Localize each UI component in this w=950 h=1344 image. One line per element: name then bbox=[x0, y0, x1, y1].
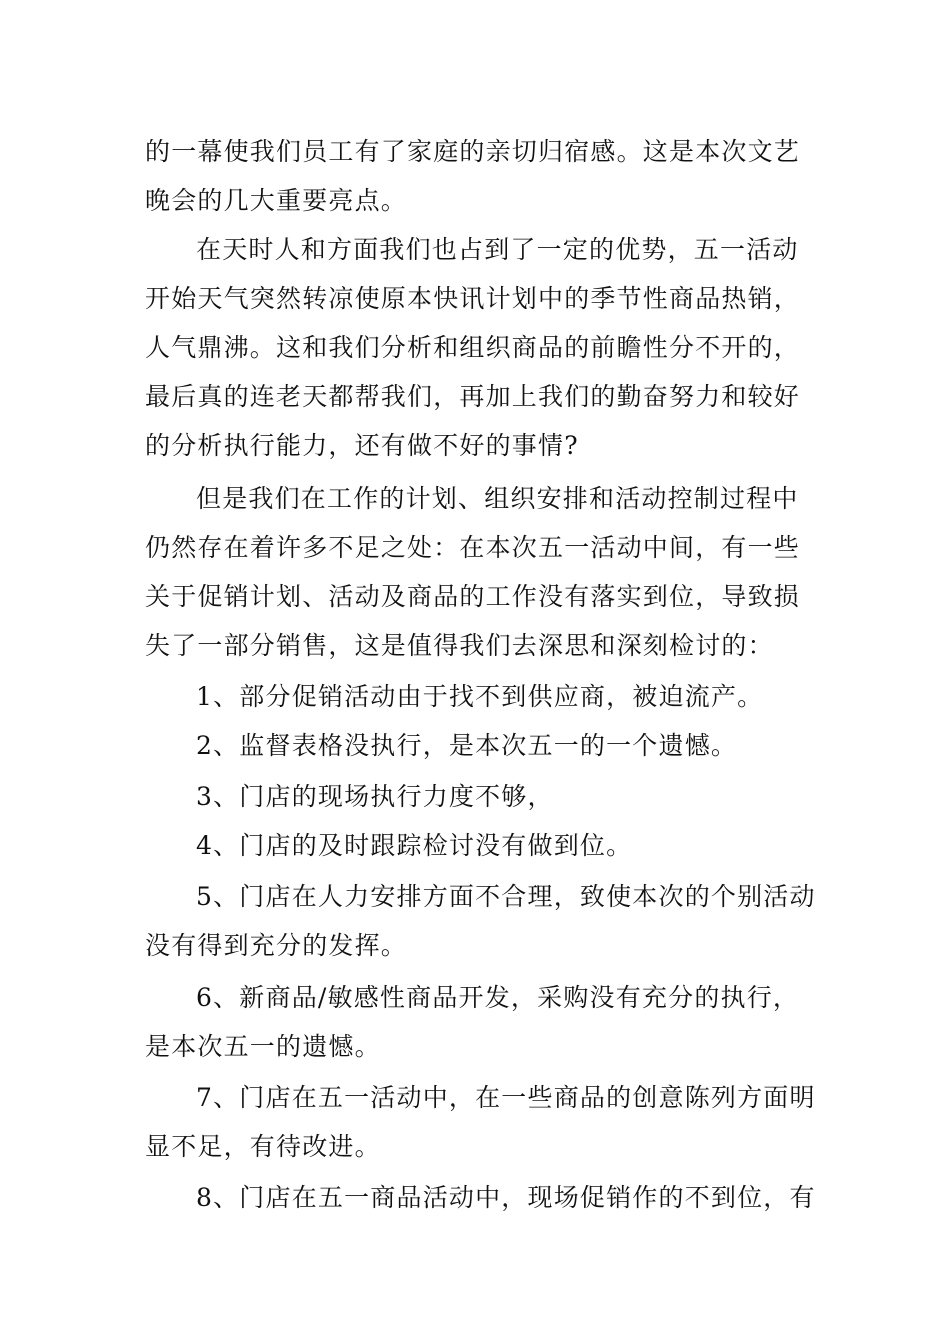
text-line: 开始天气突然转凉使原本快讯计划中的季节性商品热销， bbox=[145, 284, 801, 313]
list-item: 5、门店在人力安排方面不合理，致使本次的个别活动 bbox=[196, 882, 816, 911]
text-line: 没有得到充分的发挥。 bbox=[145, 931, 408, 960]
list-item: 1、部分促销活动由于找不到供应商，被迫流产。 bbox=[196, 682, 764, 711]
text-line: 是本次五一的遗憾。 bbox=[145, 1032, 381, 1061]
paragraph-start-line: 但是我们在工作的计划、组织安排和活动控制过程中 bbox=[196, 484, 799, 513]
text-line: 失了一部分销售，这是值得我们去深思和深刻检讨的： bbox=[145, 631, 774, 660]
list-item: 2、监督表格没执行，是本次五一的一个遗憾。 bbox=[196, 731, 738, 760]
text-line: 显不足，有待改进。 bbox=[145, 1132, 381, 1161]
text-line: 最后真的连老天都帮我们，再加上我们的勤奋努力和较好 bbox=[145, 382, 801, 411]
list-item: 7、门店在五一活动中，在一些商品的创意陈列方面明 bbox=[196, 1083, 816, 1112]
text-line: 仍然存在着许多不足之处：在本次五一活动中间，有一些 bbox=[145, 533, 801, 562]
list-item: 3、门店的现场执行力度不够， bbox=[196, 782, 554, 811]
text-line: 晚会的几大重要亮点。 bbox=[145, 186, 408, 215]
text-line: 关于促销计划、活动及商品的工作没有落实到位，导致损 bbox=[145, 582, 801, 611]
text-line: 人气鼎沸。这和我们分析和组织商品的前瞻性分不开的， bbox=[145, 333, 801, 362]
list-item: 4、门店的及时跟踪检讨没有做到位。 bbox=[196, 831, 633, 860]
list-item: 6、新商品/敏感性商品开发，采购没有充分的执行， bbox=[196, 983, 800, 1012]
list-item: 8、门店在五一商品活动中，现场促销作的不到位，有 bbox=[196, 1183, 816, 1212]
text-line: 的一幕使我们员工有了家庭的亲切归宿感。这是本次文艺 bbox=[145, 137, 801, 166]
text-line: 的分析执行能力，还有做不好的事情? bbox=[145, 431, 579, 460]
paragraph-start-line: 在天时人和方面我们也占到了一定的优势，五一活动 bbox=[196, 235, 799, 264]
